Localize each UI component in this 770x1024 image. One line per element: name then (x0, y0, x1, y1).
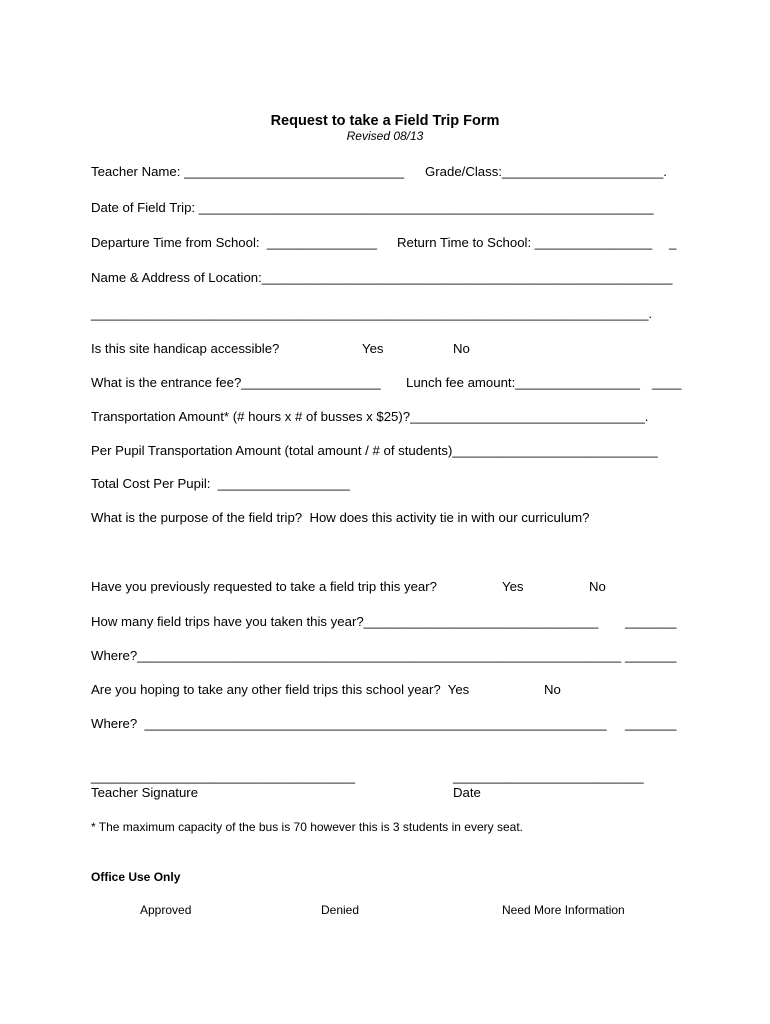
denied-option[interactable]: Denied (321, 903, 360, 917)
transportation-amount-field[interactable]: Transportation Amount* (# hours x # of busses x $25)?________________________________. (91, 409, 649, 424)
location-field[interactable]: Name & Address of Location:________________________________________________________ (91, 270, 673, 285)
other-trips-no-option[interactable]: No (544, 682, 561, 697)
how-many-trips-field[interactable]: How many field trips have you taken this year?________________________________ (91, 614, 599, 629)
lunch-fee-tail: ____ (652, 375, 682, 390)
handicap-question: Is this site handicap accessible? (91, 341, 280, 356)
bus-capacity-footnote: * The maximum capacity of the bus is 70 however this is 3 students in every seat. (91, 820, 523, 834)
entrance-fee-field[interactable]: What is the entrance fee?___________________ (91, 375, 381, 390)
teacher-signature-line[interactable]: ____________________________________ (91, 769, 356, 784)
form-revision: Revised 08/13 (346, 129, 424, 143)
per-pupil-transport-field[interactable]: Per Pupil Transportation Amount (total amount / # of students)____________________________ (91, 443, 658, 458)
previous-request-question: Have you previously requested to take a field trip this year? (91, 579, 437, 594)
office-use-heading: Office Use Only (91, 870, 181, 884)
approved-option[interactable]: Approved (140, 903, 192, 917)
handicap-no-option[interactable]: No (453, 341, 470, 356)
location-continued-field[interactable]: ____________________________________________________________________________. (91, 306, 653, 321)
how-many-tail: _______ (625, 614, 677, 629)
other-trips-question: Are you hoping to take any other field trips this school year? Yes (91, 682, 470, 697)
lunch-fee-field[interactable]: Lunch fee amount:_________________ (406, 375, 640, 390)
return-time-field[interactable]: Return Time to School: ________________ (397, 235, 653, 250)
departure-time-field[interactable]: Departure Time from School: _______________ (91, 235, 377, 250)
teacher-signature-label: Teacher Signature (91, 785, 199, 800)
teacher-name-field[interactable]: Teacher Name: ______________________________ (91, 164, 405, 179)
date-signature-label: Date (453, 785, 481, 800)
previous-yes-option[interactable]: Yes (502, 579, 524, 594)
where-field-2[interactable]: Where? _______________________________________________________________ (91, 716, 607, 731)
where-field-1[interactable]: Where?__________________________________________________________________ (91, 648, 622, 663)
return-time-tail: _ (669, 235, 677, 250)
handicap-yes-option[interactable]: Yes (362, 341, 384, 356)
need-more-info-option[interactable]: Need More Information (502, 903, 625, 917)
form-title: Request to take a Field Trip Form (270, 113, 500, 129)
where-2-tail: _______ (625, 716, 677, 731)
where-1-tail: _______ (625, 648, 677, 663)
purpose-question: What is the purpose of the field trip? How does this activity tie in with our curriculum? (91, 510, 590, 525)
total-cost-field[interactable]: Total Cost Per Pupil: __________________ (91, 476, 350, 491)
previous-no-option[interactable]: No (589, 579, 606, 594)
grade-class-field[interactable]: Grade/Class:______________________. (425, 164, 667, 179)
date-of-trip-field[interactable]: Date of Field Trip: ______________________________________________________________ (91, 200, 654, 215)
date-signature-line[interactable]: __________________________ (453, 769, 644, 784)
